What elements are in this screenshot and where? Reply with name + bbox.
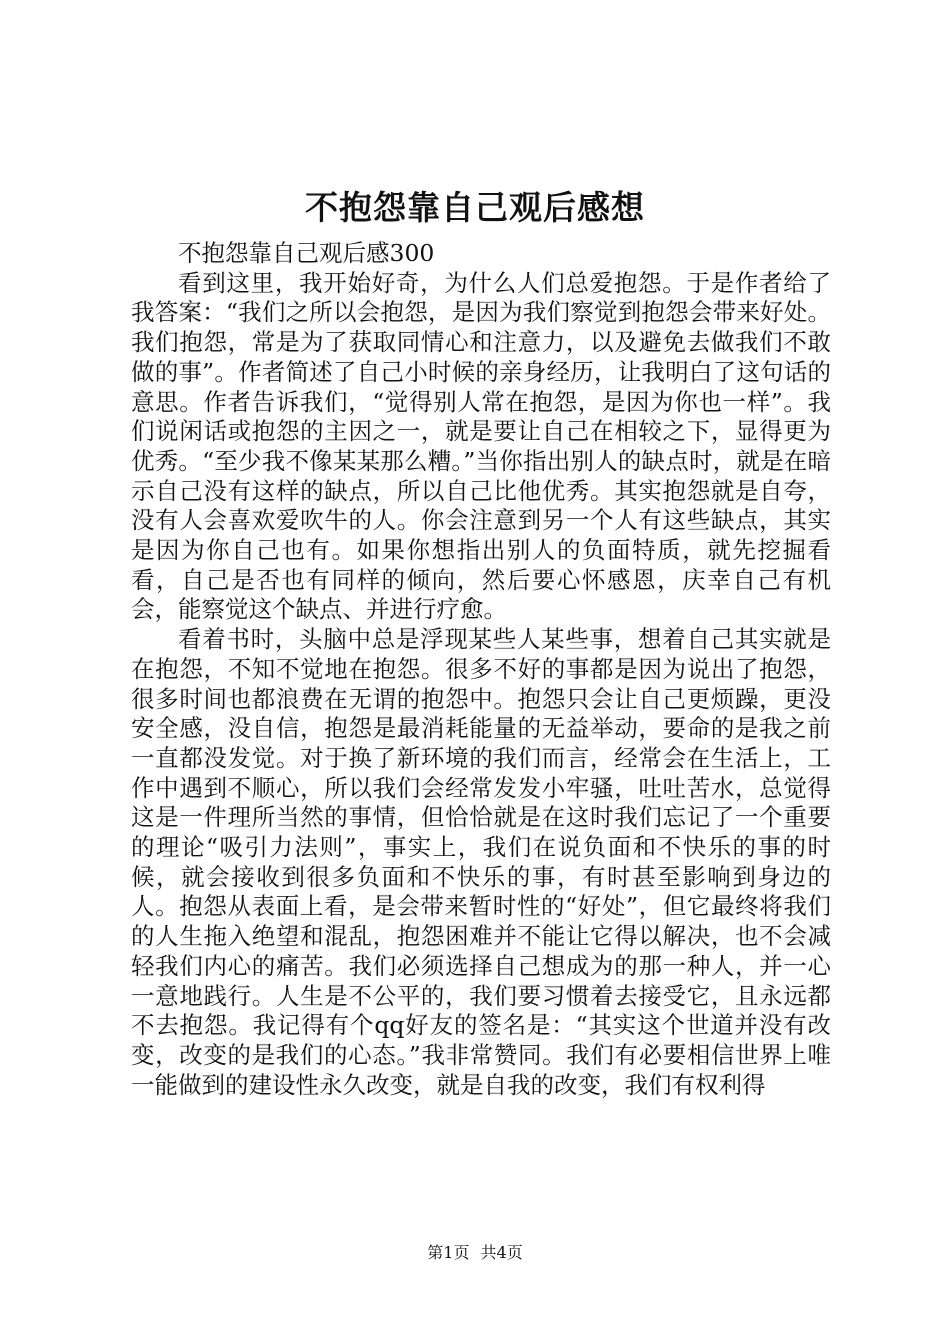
- page-total: 共4页: [480, 1243, 523, 1262]
- paragraph-2: 看着书时，头脑中总是浮现某些人某些事，想着自己其实就是在抱怨，不知不觉地在抱怨。很多不好的事都是因为说出了抱怨，很多时间也都浪费在无谓的抱怨中。抱怨只会让自己更烦躁，更没安全感，没自信，抱怨是最消耗能量的无益举动，要命的是我之前一直都没发觉。对于换了新环境的我们而言，经常会在生活上，工作中遇到不顺心，所以我们会经常发发小牢骚，吐吐苦水，总觉得这是一件理所当然的事情，但恰恰就是在这时我们忘记了一个重要的理论“吸引力法则”，事实上，我们在说负面和不快乐的事的时候，就会接收到很多负面和不快乐的事，有时甚至影响到身边的人。抱怨从表面上看，是会带来暂时性的“好处”，但它最终将我们的人生拖入绝望和混乱，抱怨困难并不能让它得以解决，也不会减轻我们内心的痛苦。我们必须选择自己想成为的那一种人，并一心一意地践行。人生是不公平的，我们要习惯着去接受它，且永远都不去抱怨。我记得有个qq好友的签名是：“其实这个世道并没有改变，改变的是我们的心态。”我非常赞同。我们有必要相信世界上唯一能做到的建设性永久改变，就是自我的改变，我们有权利得: [131, 625, 831, 1099]
- document-title: 不抱怨靠自己观后感想: [305, 188, 645, 227]
- page-footer: [0, 1242, 950, 1264]
- document-subtitle: 不抱怨靠自己观后感300: [178, 239, 435, 267]
- document-body: [131, 239, 831, 1100]
- page-number: 第1页: [427, 1243, 470, 1262]
- paragraph-1: 看到这里，我开始好奇，为什么人们总爱抱怨。于是作者给了我答案：“我们之所以会抱怨，是因为我们察觉到抱怨会带来好处。我们抱怨，常是为了获取同情心和注意力，以及避免去做我们不敢做的事”。作者简述了自己小时候的亲身经历，让我明白了这句话的意思。作者告诉我们，“觉得别人常在抱怨，是因为你也一样”。我们说闲话或抱怨的主因之一，就是要让自己在相较之下，显得更为优秀。“至少我不像某某那么糟。”当你指出别人的缺点时，就是在暗示自己没有这样的缺点，所以自己比他优秀。其实抱怨就是自夸，没有人会喜欢爱吹牛的人。你会注意到另一个人有这些缺点，其实是因为你自己也有。如果你想指出别人的负面特质，就先挖掘看看，自己是否也有同样的倾向，然后要心怀感恩，庆幸自己有机会，能察觉这个缺点、并进行疗愈。: [131, 268, 831, 624]
